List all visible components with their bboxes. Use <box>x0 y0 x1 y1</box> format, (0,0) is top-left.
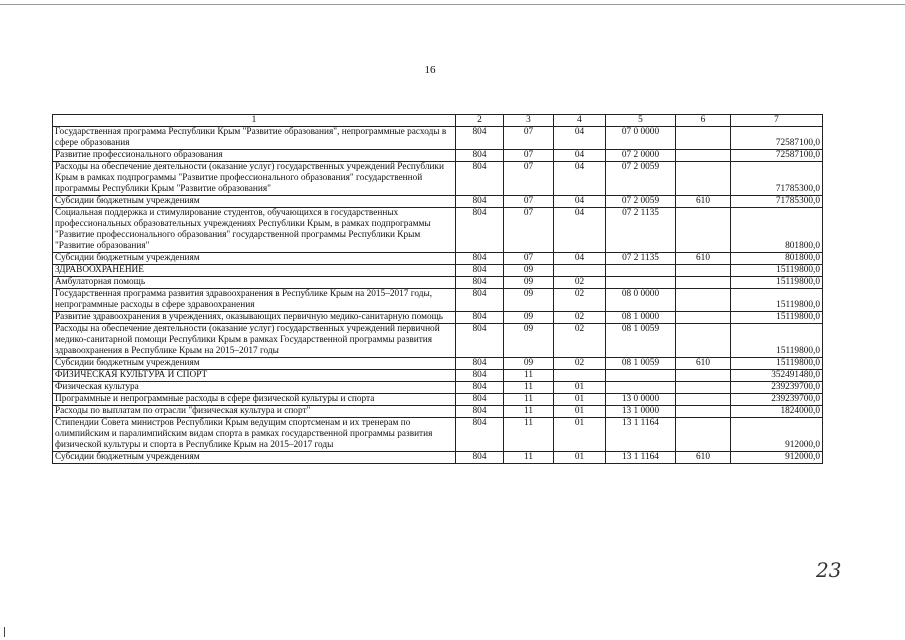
row-expense-type-cell <box>676 312 731 324</box>
row-amount-cell: 912000,0 <box>731 452 823 464</box>
table-row <box>53 358 823 370</box>
row-target-article-cell: 07 2 0059 <box>606 196 676 208</box>
row-expense-type-cell <box>676 150 731 162</box>
header-cell: 1 <box>53 115 456 127</box>
row-code-ved-cell: 804 <box>456 324 504 358</box>
table-row <box>53 452 823 464</box>
row-subsection-cell <box>554 265 606 277</box>
row-expense-type-cell: 610 <box>676 452 731 464</box>
page-number: 16 <box>424 64 436 76</box>
row-name-cell: Амбулаторная помощь <box>53 277 456 289</box>
table-row <box>53 418 823 452</box>
row-subsection-cell: 01 <box>554 406 606 418</box>
table-row <box>53 127 823 150</box>
header-cell: 3 <box>504 115 554 127</box>
table-row <box>53 370 823 382</box>
row-target-article-cell: 08 1 0000 <box>606 312 676 324</box>
row-code-ved-cell: 804 <box>456 196 504 208</box>
row-code-ved-cell: 804 <box>456 208 504 253</box>
row-expense-type-cell <box>676 382 731 394</box>
row-target-article-cell: 07 2 1135 <box>606 253 676 265</box>
row-code-ved-cell: 804 <box>456 394 504 406</box>
row-amount-cell: 801800,0 <box>731 208 823 253</box>
row-target-article-cell: 13 1 0000 <box>606 406 676 418</box>
row-section-cell: 07 <box>504 150 554 162</box>
row-code-ved-cell: 804 <box>456 312 504 324</box>
row-code-ved-cell: 804 <box>456 162 504 196</box>
row-code-ved-cell: 804 <box>456 127 504 150</box>
row-name-cell: Государственная программа развития здравоохранения в Республике Крым на 2015–2017 годы, непрограммные расходы в сфере здравоохранения <box>53 289 456 312</box>
row-section-cell: 11 <box>504 370 554 382</box>
row-section-cell: 11 <box>504 394 554 406</box>
row-expense-type-cell <box>676 418 731 452</box>
row-subsection-cell: 02 <box>554 324 606 358</box>
row-section-cell: 07 <box>504 127 554 150</box>
row-subsection-cell <box>554 370 606 382</box>
row-amount-cell: 71785300,0 <box>731 162 823 196</box>
row-name-cell: Расходы на обеспечение деятельности (оказание услуг) государственных учреждений первичной медико-санитарной помощи Республики Крым в рамках Государственной программы развития здравоохранения в Республике Крым на 2015–2017 годы <box>53 324 456 358</box>
row-target-article-cell: 08 0 0000 <box>606 289 676 312</box>
row-target-article-cell <box>606 265 676 277</box>
row-code-ved-cell: 804 <box>456 406 504 418</box>
row-amount-cell: 15119800,0 <box>731 289 823 312</box>
table-row <box>53 162 823 196</box>
row-target-article-cell <box>606 277 676 289</box>
row-section-cell: 09 <box>504 324 554 358</box>
row-subsection-cell: 01 <box>554 452 606 464</box>
row-name-cell: Стипендии Совета министров Республики Крым ведущим спортсменам и их тренерам по олимпийским и паралимпийским видам спорта в рамках государственной программы развития физической культуры и спорта в Республике Крым на 2015–2017 годы <box>53 418 456 452</box>
table-row <box>53 312 823 324</box>
row-expense-type-cell <box>676 277 731 289</box>
row-subsection-cell: 02 <box>554 312 606 324</box>
row-expense-type-cell <box>676 370 731 382</box>
row-amount-cell: 1824000,0 <box>731 406 823 418</box>
row-target-article-cell: 13 0 0000 <box>606 394 676 406</box>
table-row <box>53 382 823 394</box>
header-cell: 4 <box>554 115 606 127</box>
row-subsection-cell: 04 <box>554 253 606 265</box>
row-subsection-cell: 04 <box>554 208 606 253</box>
row-amount-cell: 912000,0 <box>731 418 823 452</box>
row-expense-type-cell <box>676 289 731 312</box>
row-section-cell: 07 <box>504 196 554 208</box>
row-subsection-cell: 01 <box>554 418 606 452</box>
row-code-ved-cell: 804 <box>456 452 504 464</box>
row-name-cell: Субсидии бюджетным учреждениям <box>53 196 456 208</box>
row-amount-cell: 15119800,0 <box>731 265 823 277</box>
row-code-ved-cell: 804 <box>456 358 504 370</box>
row-expense-type-cell: 610 <box>676 253 731 265</box>
header-cell: 6 <box>676 115 731 127</box>
top-border-line <box>0 4 905 5</box>
row-target-article-cell: 13 1 1164 <box>606 418 676 452</box>
row-expense-type-cell <box>676 406 731 418</box>
table-row <box>53 277 823 289</box>
row-name-cell: Субсидии бюджетным учреждениям <box>53 452 456 464</box>
table-row <box>53 289 823 312</box>
row-name-cell: Субсидии бюджетным учреждениям <box>53 253 456 265</box>
row-code-ved-cell: 804 <box>456 370 504 382</box>
row-code-ved-cell: 804 <box>456 150 504 162</box>
row-target-article-cell <box>606 382 676 394</box>
header-cell: 7 <box>731 115 823 127</box>
row-section-cell: 07 <box>504 162 554 196</box>
row-target-article-cell: 07 2 0000 <box>606 150 676 162</box>
margin-mark <box>4 627 5 637</box>
row-amount-cell: 71785300,0 <box>731 196 823 208</box>
row-target-article-cell: 07 2 0059 <box>606 162 676 196</box>
header-cell: 2 <box>456 115 504 127</box>
row-target-article-cell: 08 1 0059 <box>606 324 676 358</box>
row-amount-cell: 15119800,0 <box>731 324 823 358</box>
row-section-cell: 11 <box>504 382 554 394</box>
row-section-cell: 11 <box>504 452 554 464</box>
row-subsection-cell: 04 <box>554 196 606 208</box>
table-row <box>53 253 823 265</box>
row-target-article-cell: 13 1 1164 <box>606 452 676 464</box>
row-name-cell: Программные и непрограммные расходы в сфере физической культуры и спорта <box>53 394 456 406</box>
row-expense-type-cell: 610 <box>676 358 731 370</box>
row-amount-cell: 15119800,0 <box>731 277 823 289</box>
header-row <box>53 115 823 127</box>
row-section-cell: 09 <box>504 289 554 312</box>
row-amount-cell: 239239700,0 <box>731 382 823 394</box>
row-code-ved-cell: 804 <box>456 265 504 277</box>
row-code-ved-cell: 804 <box>456 289 504 312</box>
row-section-cell: 09 <box>504 265 554 277</box>
row-section-cell: 07 <box>504 208 554 253</box>
row-target-article-cell: 08 1 0059 <box>606 358 676 370</box>
row-code-ved-cell: 804 <box>456 277 504 289</box>
row-subsection-cell: 02 <box>554 289 606 312</box>
row-name-cell: Развитие здравоохранения в учреждениях, оказывающих первичную медико-санитарную помощь <box>53 312 456 324</box>
row-target-article-cell: 07 2 1135 <box>606 208 676 253</box>
row-section-cell: 09 <box>504 277 554 289</box>
table-row <box>53 406 823 418</box>
row-section-cell: 11 <box>504 406 554 418</box>
row-expense-type-cell: 610 <box>676 196 731 208</box>
row-expense-type-cell <box>676 265 731 277</box>
row-expense-type-cell <box>676 162 731 196</box>
row-code-ved-cell: 804 <box>456 418 504 452</box>
row-subsection-cell: 02 <box>554 358 606 370</box>
row-code-ved-cell: 804 <box>456 253 504 265</box>
row-subsection-cell: 01 <box>554 382 606 394</box>
row-section-cell: 07 <box>504 253 554 265</box>
row-expense-type-cell <box>676 127 731 150</box>
row-amount-cell: 72587100,0 <box>731 150 823 162</box>
row-expense-type-cell <box>676 208 731 253</box>
table-row <box>53 394 823 406</box>
row-name-cell: Социальная поддержка и стимулирование студентов, обучающихся в государственных профессиональных образовательных учреждениях Республики Крым, в рамках подпрограммы "Развитие профессионального образования" государственной программы Республики Крым "Развитие образования" <box>53 208 456 253</box>
row-expense-type-cell <box>676 394 731 406</box>
table-row <box>53 196 823 208</box>
row-subsection-cell: 02 <box>554 277 606 289</box>
row-target-article-cell: 07 0 0000 <box>606 127 676 150</box>
row-name-cell: Развитие профессионального образования <box>53 150 456 162</box>
row-name-cell: Физическая культура <box>53 382 456 394</box>
table-row <box>53 265 823 277</box>
row-amount-cell: 801800,0 <box>731 253 823 265</box>
row-code-ved-cell: 804 <box>456 382 504 394</box>
row-subsection-cell: 01 <box>554 394 606 406</box>
row-amount-cell: 352491480,0 <box>731 370 823 382</box>
row-name-cell: ФИЗИЧЕСКАЯ КУЛЬТУРА И СПОРТ <box>53 370 456 382</box>
row-expense-type-cell <box>676 324 731 358</box>
table-row <box>53 150 823 162</box>
row-subsection-cell: 04 <box>554 150 606 162</box>
row-name-cell: Государственная программа Республики Крым "Развитие образования", непрограммные расходы в сфере образования <box>53 127 456 150</box>
row-name-cell: ЗДРАВООХРАНЕНИЕ <box>53 265 456 277</box>
row-amount-cell: 239239700,0 <box>731 394 823 406</box>
row-section-cell: 09 <box>504 358 554 370</box>
row-amount-cell: 15119800,0 <box>731 358 823 370</box>
row-subsection-cell: 04 <box>554 127 606 150</box>
row-section-cell: 09 <box>504 312 554 324</box>
handwritten-page-mark: 23 <box>816 558 842 582</box>
row-subsection-cell: 04 <box>554 162 606 196</box>
row-target-article-cell <box>606 370 676 382</box>
row-amount-cell: 72587100,0 <box>731 127 823 150</box>
table-row <box>53 208 823 253</box>
row-amount-cell: 15119800,0 <box>731 312 823 324</box>
budget-table <box>52 114 823 464</box>
row-name-cell: Расходы на обеспечение деятельности (оказание услуг) государственных учреждений Республики Крым в рамках подпрограммы "Развитие профессионального образования" государственной программы Республики Крым "Развитие образования" <box>53 162 456 196</box>
row-name-cell: Расходы по выплатам по отрасли "физическая культура и спорт" <box>53 406 456 418</box>
row-name-cell: Субсидии бюджетным учреждениям <box>53 358 456 370</box>
row-section-cell: 11 <box>504 418 554 452</box>
header-cell: 5 <box>606 115 676 127</box>
table-row <box>53 324 823 358</box>
